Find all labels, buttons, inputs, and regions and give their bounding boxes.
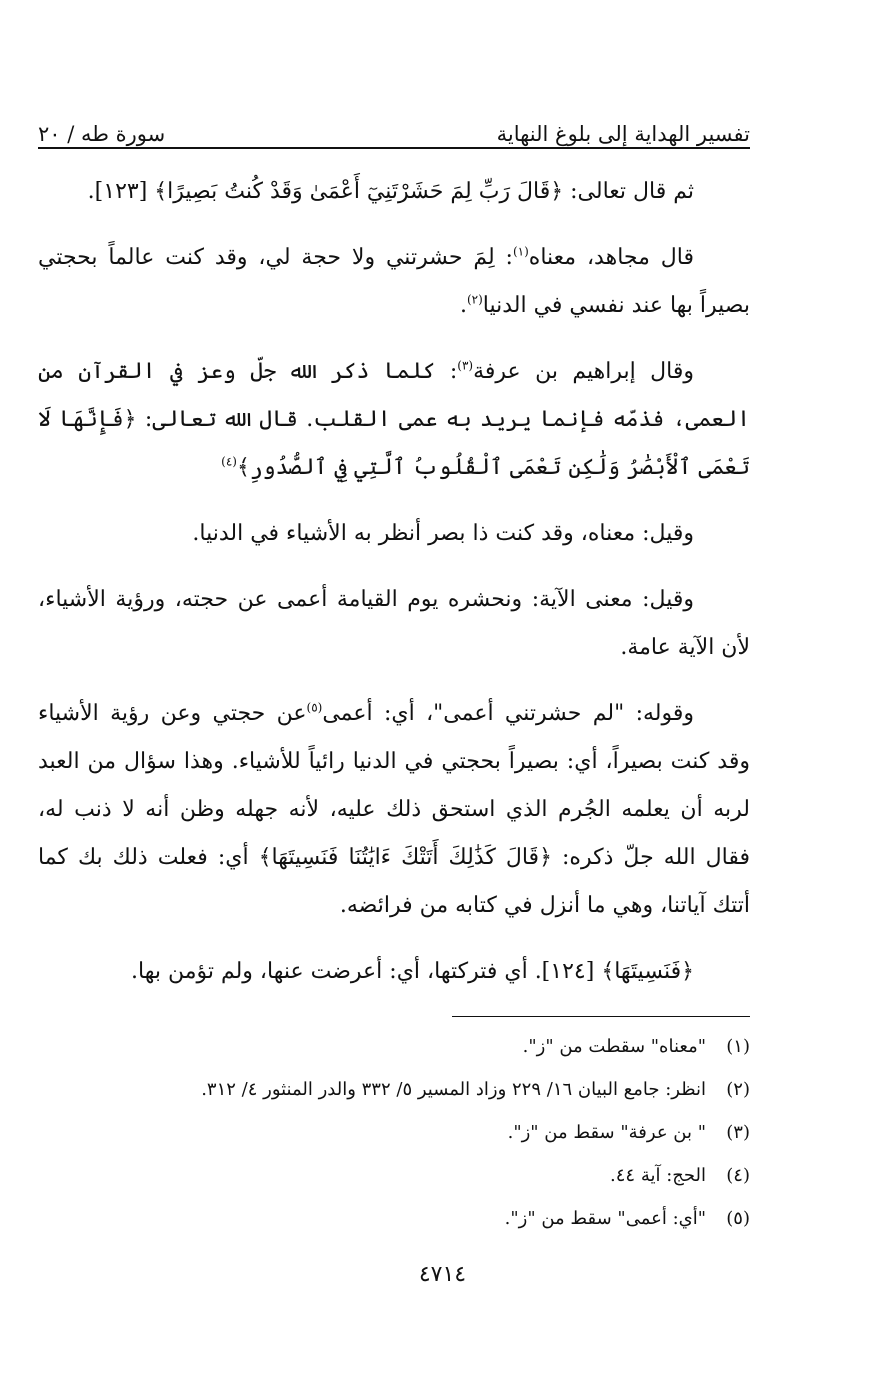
footnote-text: " بن عرفة" سقط من "ز". — [507, 1122, 706, 1143]
paragraph-5: وقيل: معنى الآية: ونحشره يوم القيامة أعمى عن حجته، ورؤية الأشياء، لأن الآية عامة. — [38, 587, 750, 660]
footnote-item — [38, 1079, 750, 1122]
paragraph-7: ﴿فَنَسِيتَهَا﴾ [١٢٤]. أي فتركتها، أي: أعرضت عنها، ولم تؤمن بها. — [131, 959, 694, 984]
footnote-item — [38, 1036, 750, 1079]
footnote-item — [38, 1165, 750, 1208]
footnote-divider — [452, 1016, 750, 1017]
footnote-text: انظر: جامع البيان ١٦/ ٢٢٩ وزاد المسير ٥/ ٣٣٢ والدر المنثور ٤/ ٣١٢. — [201, 1079, 706, 1100]
paragraph-6: وقوله: "لم حشرتني أعمى"، أي: أعمى$^{(٥)}$عن حجتي وعن رؤية الأشياء وقد كنت بصيراً، أي: بصيراً بحجتي في الدنيا رائياً للأشياء. وهذا سؤال من العبد لربه أن يعلمه الجُرم الذي استحق ذلك عليه، لأنه جهله وظن أنه لا ذنب له، فقال الله جلّ ذكره: ﴿قَالَ كَذَٰلِكَ أَتَتْكَ ءَايَٰتُنَا فَنَسِيتَهَا﴾ أي: فعلت ذلك بك كما أتتك آياتنا، وهي ما أنزل في كتابه من فرائضه. — [38, 700, 751, 918]
footnote-ref: (٣) — [457, 358, 474, 373]
footnote-number: (٣) — [726, 1122, 750, 1143]
footnote-ref: (١) — [512, 244, 529, 259]
page-number: ٤٧١٤ — [418, 1262, 467, 1287]
footnote-text: "معناه" سقطت من "ز". — [522, 1036, 706, 1057]
quran-verse: ﴿فَإِنَّهَا لَا تَعْمَى ٱلْأَبْصَٰرُ وَلَٰكِن تَعْمَى ٱلْقُلُوبُ ٱلَّتِي فِي ٱلصُّدُورِ﴾ — [38, 407, 750, 480]
footnote-text: الحج: آية ٤٤. — [610, 1165, 706, 1186]
footnote-number: (٥) — [726, 1208, 750, 1229]
main-text — [38, 168, 750, 1014]
quran-verse: ﴿فَنَسِيتَهَا﴾ — [601, 959, 694, 984]
footnote-text: "أي: أعمى" سقط من "ز". — [504, 1208, 706, 1229]
paragraph-2: قال مجاهد، معناه$^{(١)}$: لِمَ حشرتني ولا حجة لي، وقد كنت عالماً بحجتي بصيراً بها عند نفسي في الدنيا$^{(٢)}$. — [38, 244, 750, 318]
footnote-number: (٢) — [726, 1079, 750, 1100]
quran-verse: ﴿قَالَ رَبِّ لِمَ حَشَرْتَنِيٓ أَعْمَىٰ وَقَدْ كُنتُ بَصِيرًا﴾ — [154, 179, 564, 204]
footnotes — [38, 1036, 750, 1251]
footnote-item — [38, 1208, 750, 1251]
book-title: تفسير الهداية إلى بلوغ النهاية — [496, 122, 750, 146]
footnote-ref: (٤) — [221, 454, 237, 469]
footnote-number: (٤) — [726, 1165, 750, 1186]
surah-reference: سورة طه / ٢٠ — [38, 122, 166, 146]
footnote-ref: (٢) — [466, 292, 483, 307]
paragraph-1: ثم قال تعالى: ﴿قَالَ رَبِّ لِمَ حَشَرْتَنِيٓ أَعْمَىٰ وَقَدْ كُنتُ بَصِيرًا﴾ [١٢٣]. — [87, 179, 694, 204]
footnote-number: (١) — [726, 1036, 750, 1057]
paragraph-3: وقال إبراهيم بن عرفة$^{(٣)}$: كلما ذكر الله جلّ وعز في القرآن من العمى، فذمّه فإنما يريد به عمى القلب. قال الله تعالى: ﴿فَإِنَّهَا لَا تَعْمَى ٱلْأَبْصَٰرُ وَلَٰكِن تَعْمَى ٱلْقُلُوبُ ٱلَّتِي فِي ٱلصُّدُورِ﴾$^{(٤)}$ — [38, 358, 750, 480]
footnote-item — [38, 1122, 750, 1165]
quran-verse: ﴿قَالَ كَذَٰلِكَ أَتَتْكَ ءَايَٰتُنَا فَنَسِيتَهَا﴾ — [258, 845, 552, 870]
running-header — [38, 110, 750, 146]
footnote-ref: (٥) — [306, 700, 323, 715]
paragraph-4: وقيل: معناه، وقد كنت ذا بصر أنظر به الأشياء في الدنيا. — [192, 521, 694, 546]
header-divider — [38, 147, 750, 149]
